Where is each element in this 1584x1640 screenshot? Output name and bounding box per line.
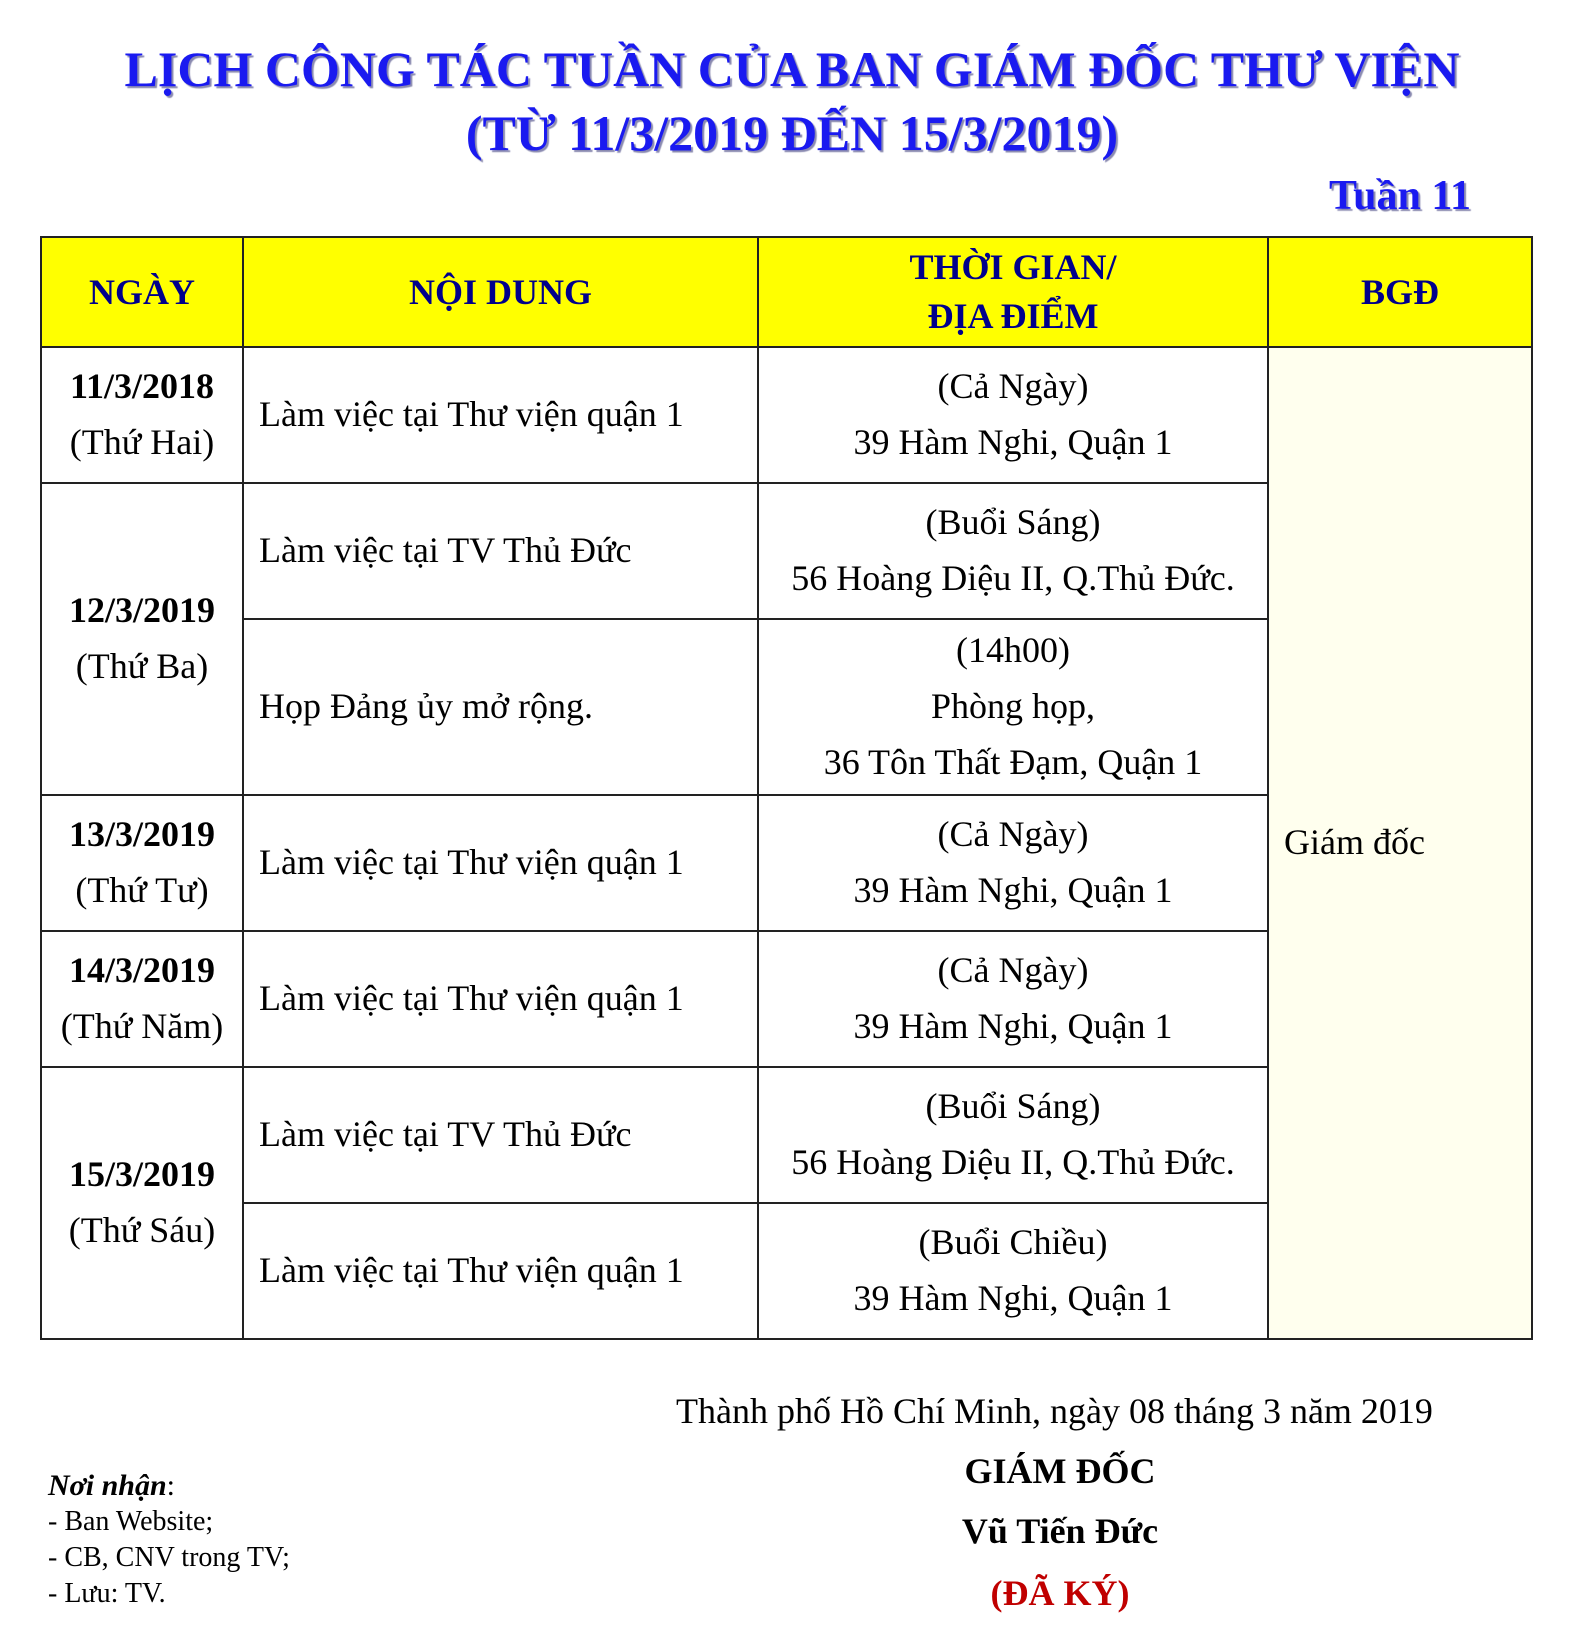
bgd-cell: Giám đốc (1268, 347, 1532, 1339)
time-text: (Buổi Chiều) (918, 1222, 1108, 1263)
day-weekday: (Thứ Năm) (60, 1006, 224, 1046)
place-text-line2: 36 Tôn Thất Đạm, Quận 1 (823, 741, 1203, 782)
time-place-cell (758, 483, 1268, 619)
day-weekday: (Thứ Tư) (75, 870, 209, 910)
day-date: 12/3/2019 (68, 590, 215, 631)
day-cell (41, 931, 243, 1067)
content-cell: Làm việc tại TV Thủ Đức (243, 1067, 758, 1203)
time-text: (Cả Ngày) (937, 366, 1089, 407)
table-row (41, 347, 1532, 483)
week-number: Tuần 11 (1328, 173, 1471, 219)
table-header-row (41, 237, 1532, 347)
time-place-cell (758, 1203, 1268, 1339)
time-text: (Cả Ngày) (937, 814, 1089, 855)
time-place-cell (758, 931, 1268, 1067)
recipient-item: - Lưu: TV. (48, 1578, 166, 1609)
recipient-item: - Ban Website; (48, 1506, 214, 1537)
recipients-block (48, 1468, 290, 1612)
recipient-item: - CB, CNV trong TV; (48, 1542, 290, 1573)
column-header-place: ĐỊA ĐIỂM (927, 296, 1099, 336)
day-cell (41, 483, 243, 795)
day-cell (41, 1067, 243, 1339)
signer-name: Vũ Tiến Đức (961, 1511, 1159, 1551)
signed-stamp: (ĐÃ KÝ) (990, 1573, 1130, 1613)
content-cell: Làm việc tại Thư viện quận 1 (243, 931, 758, 1067)
time-text: (Cả Ngày) (937, 950, 1089, 991)
day-weekday: (Thứ Ba) (75, 646, 209, 686)
time-text: (Buổi Sáng) (925, 502, 1101, 543)
day-weekday: (Thứ Hai) (69, 422, 215, 462)
place-text: 39 Hàm Nghi, Quận 1 (853, 1278, 1173, 1318)
schedule-table (40, 236, 1533, 1340)
time-place-cell (758, 619, 1268, 795)
content-cell: Làm việc tại Thư viện quận 1 (243, 795, 758, 931)
time-place-cell (758, 347, 1268, 483)
content-cell: Làm việc tại TV Thủ Đức (243, 483, 758, 619)
time-place-cell (758, 1067, 1268, 1203)
column-header-day: NGÀY (41, 237, 243, 347)
place-text: Phòng họp, (930, 686, 1096, 727)
column-header-time: THỜI GIAN/ (909, 247, 1117, 288)
content-cell: Làm việc tại Thư viện quận 1 (243, 1203, 758, 1339)
content-cell: Họp Đảng ủy mở rộng. (243, 619, 758, 795)
day-weekday: (Thứ Sáu) (68, 1210, 216, 1250)
signer-position: GIÁM ĐỐC (964, 1451, 1156, 1491)
day-cell (41, 795, 243, 931)
recipients-heading: Nơi nhận: (48, 1469, 175, 1502)
place-text: 56 Hoàng Diệu II, Q.Thủ Đức. (791, 558, 1235, 598)
column-header-content: NỘI DUNG (243, 237, 758, 347)
recipients-label: Nơi nhận (48, 1469, 167, 1502)
time-text: (Buổi Sáng) (925, 1086, 1101, 1127)
day-date: 14/3/2019 (68, 950, 215, 991)
day-date: 13/3/2019 (68, 814, 215, 855)
document-title: LỊCH CÔNG TÁC TUẦN CỦA BAN GIÁM ĐỐC THƯ VIỆN (124, 41, 1460, 97)
place-and-date: Thành phố Hồ Chí Minh, ngày 08 tháng 3 năm 2019 (676, 1391, 1433, 1431)
time-place-cell (758, 795, 1268, 931)
column-header-bgd: BGĐ (1268, 237, 1532, 347)
place-text: 39 Hàm Nghi, Quận 1 (853, 1006, 1173, 1046)
document-date-range: (TỪ 11/3/2019 ĐẾN 15/3/2019) (465, 105, 1119, 161)
day-date: 15/3/2019 (68, 1154, 215, 1195)
place-text: 56 Hoàng Diệu II, Q.Thủ Đức. (791, 1142, 1235, 1182)
day-date: 11/3/2018 (69, 366, 215, 407)
column-header-time-place (758, 237, 1268, 347)
time-text: (14h00) (956, 630, 1070, 671)
place-text: 39 Hàm Nghi, Quận 1 (853, 870, 1173, 910)
content-cell: Làm việc tại Thư viện quận 1 (243, 347, 758, 483)
day-cell (41, 347, 243, 483)
place-text: 39 Hàm Nghi, Quận 1 (853, 422, 1173, 462)
